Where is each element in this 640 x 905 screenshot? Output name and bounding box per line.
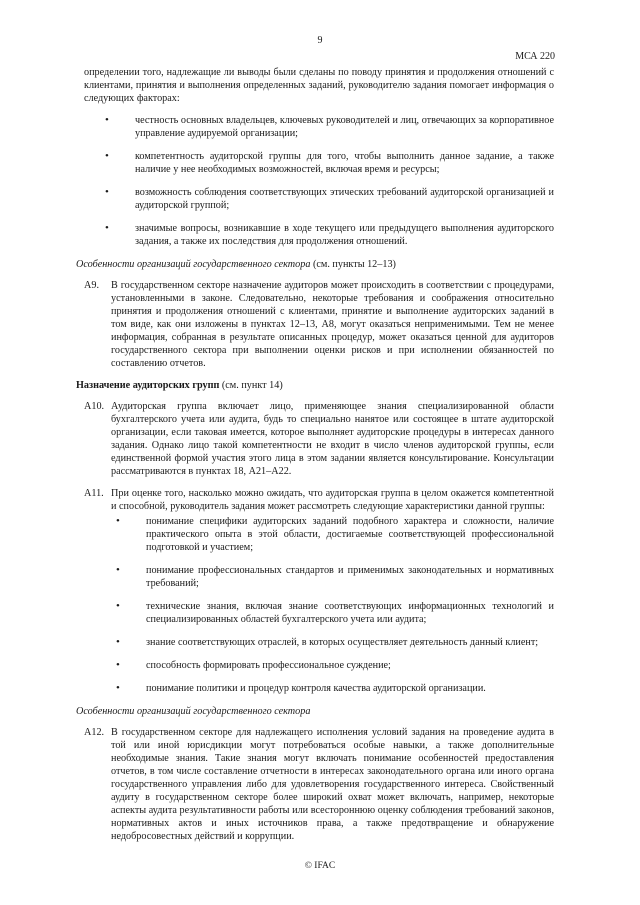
section-heading-public-sector: [76, 258, 554, 271]
list-item: • знание соответствующих отраслей, в которых осуществляет деятельность данный клиент;: [146, 636, 554, 649]
paragraph-number: A11.: [84, 488, 104, 499]
list-item: • значимые вопросы, возникавшие в ходе текущего или предыдущего выполнения аудиторского задания, а также их последствия для продолжения отношений.: [135, 222, 554, 248]
intro-paragraph: определении того, надлежащие ли выводы были сделаны по поводу принятия и продолжения отношений с клиентами, принятия и выполнения определенных заданий, руководителю задания помогает информация о следующих факторах:: [84, 67, 554, 104]
copyright-footer: © IFAC: [304, 861, 336, 871]
paragraph-text: В государственном секторе для надлежащего исполнения условий задания на проведение аудита в той или иной юрисдикции могут потребоваться особые навыки, а также дополнительные необходимые знания. Такие знания могут включать понимание особенностей предоставления отчетов, в том числе составление отчетности в интересах законодательного органа или иного органа государственного управления либо для удовлетворения государственного интереса. Свойственный аудиту в государственном секторе более широкий охват может включать, например, некоторые аспекты аудита результативности работы или всестороннюю оценку соблюдения требований законов, нормативных актов и иных источников права, а также предотвращение и обнаружение недобросовестных действий и коррупции.: [111, 727, 554, 842]
section-title: Назначение аудиторских групп: [76, 380, 220, 391]
list-item: • возможность соблюдения соответствующих этических требований аудиторской организацией и аудиторской группой;: [135, 186, 554, 212]
paragraph-a11-list: [84, 515, 554, 695]
paragraph-text: При оценке того, насколько можно ожидать, что аудиторская группа в целом окажется компетентной и способной, руководитель задания может рассмотреть следующие характеристики данной группы:: [111, 488, 554, 512]
paragraph-number: A10.: [84, 401, 105, 412]
section-heading-public-sector-2: Особенности организаций государственного сектора: [76, 706, 311, 717]
paragraph-number: A9.: [84, 280, 99, 291]
paragraph-a10: [84, 400, 554, 478]
paragraph-a12: [84, 726, 554, 843]
team-characteristics-list: [111, 515, 554, 695]
paragraph-number: A12.: [84, 727, 105, 738]
document-body: [76, 66, 554, 852]
section-heading-team-assignment: [76, 379, 554, 392]
paragraph-text: Аудиторская группа включает лицо, применяющее знания специализированной области бухгалтерского учета или аудита, будь то специально нанятое или состоящее в штате аудиторской организации, если таковая имеется, которое выполняет аудиторские процедуры в интересах данного задания. Однако лицо такой компетентности не входит в число членов аудиторской группы, если единственной формой участия этого лица в этом задании является консультирование. Консультации рассматриваются в пунктах 18, A21–A22.: [111, 401, 554, 477]
intro-bullet-list: [84, 114, 554, 248]
list-item: • компетентность аудиторской группы для того, чтобы выполнить данное задание, а также наличие у нее необходимых возможностей, включая время и ресурсы;: [135, 150, 554, 176]
standard-code: МСА 220: [515, 51, 555, 62]
list-item: • понимание политики и процедур контроля качества аудиторской организации.: [146, 682, 554, 695]
page-number: 9: [317, 35, 323, 46]
section-title: Особенности организаций государственного сектора: [76, 259, 311, 270]
paragraph-a11: [84, 487, 554, 513]
list-item: • понимание специфики аудиторских заданий подобного характера и сложности, наличие практического опыта в этой области, достигаемые соответствующей профессиональной подготовкой и участием;: [146, 515, 554, 554]
list-item: • технические знания, включая знание соответствующих информационных технологий и специализированных областей бухгалтерского учета или аудита;: [146, 600, 554, 626]
paragraph-text: В государственном секторе назначение аудиторов может происходить в соответствии с процедурами, установленными в законе. Следовательно, некоторые требования и соображения относительно принятия и продолжения отношений с клиентами, принятие и выполнение аудиторских заданий в том виде, как они изложены в пунктах 12–13, A8, могут оказаться неприменимыми. Тем не менее информация, собранная в результате описанных процедур, может оказаться ценной для аудиторов государственного сектора при выполнении оценки рисков и при исполнении обязанностей по составлению отчетов.: [111, 280, 554, 369]
list-item: • способность формировать профессиональное суждение;: [146, 659, 554, 672]
section-ref: (см. пункты 12–13): [310, 259, 396, 270]
list-item: • понимание профессиональных стандартов и применимых законодательных и нормативных требований;: [146, 564, 554, 590]
list-item: • честность основных владельцев, ключевых руководителей и лиц, отвечающих за корпоративное управление аудируемой организации;: [135, 114, 554, 140]
section-ref: (см. пункт 14): [219, 380, 283, 391]
paragraph-a9: [84, 279, 554, 370]
